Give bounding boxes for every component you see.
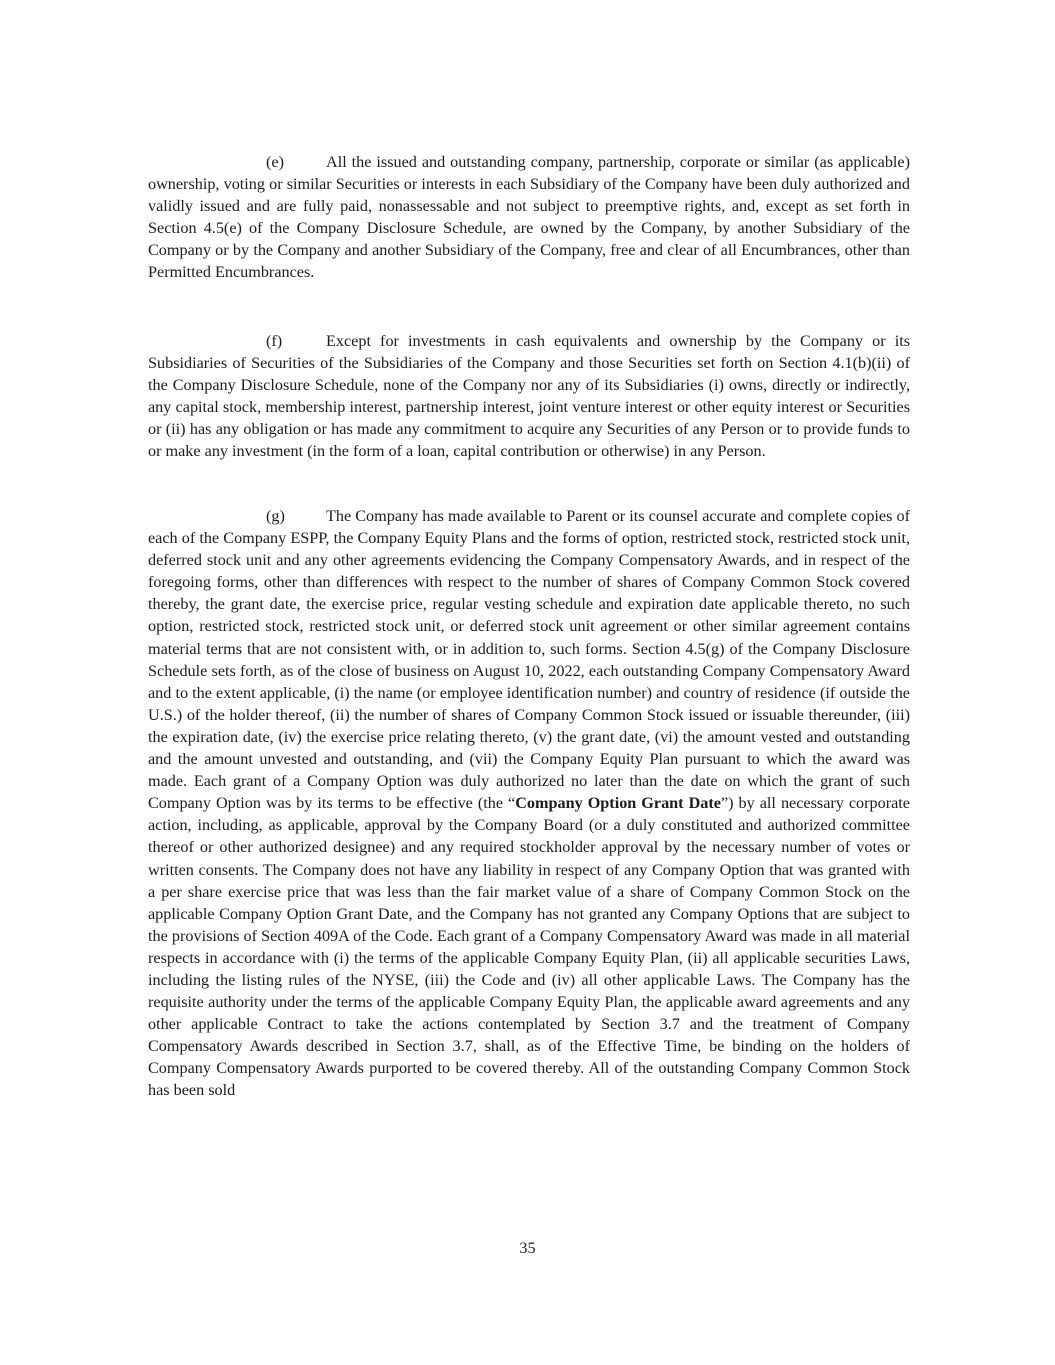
paragraph-label: (g) bbox=[266, 507, 285, 525]
page-number: 35 bbox=[519, 1239, 536, 1257]
paragraph-text: Except for investments in cash equivalents and ownership by the Company or its Subsidiaries of Securities of the Subsidiaries of the Company and those Securities set forth on Section 4.1(b)(ii) of the Company Disclosure Schedule, none of the Company nor any of its Subsidiaries (i) owns, directly or indirectly, any capital stock, membership interest, partnership interest, joint venture interest or other equity interest or Securities or (ii) has any obligation or has made any commitment to acquire any Securities of any Person or to provide funds to or make any investment (in the form of a loan, capital contribution or otherwise) in any Person. bbox=[148, 332, 910, 461]
defined-term: Company Option Grant Date bbox=[515, 794, 721, 813]
paragraph-f bbox=[148, 330, 910, 463]
paragraph-text: The Company has made available to Parent or its counsel accurate and complete copies of each of the Company ESPP, the Company Equity Plans and the forms of option, restricted stock, restricted stock unit, deferred stock unit and any other agreements evidencing the Company Compensatory Awards, and in respect of the foregoing forms, other than differences with respect to the number of shares of Company Common Stock covered thereby, the grant date, the exercise price, regular vesting schedule and expiration date applicable thereto, no such option, restricted stock, restricted stock unit, or deferred stock unit agreement or other similar agreement contains material terms that are not consistent with, or in addition to, such forms. Section 4.5(g) of the Company Disclosure Schedule sets forth, as of the close of business on August 10, 2022, each outstanding Company Compensatory Award and to the extent applicable, (i) the name (or employee identification number) and country of residence (if outside the U.S.) of the holder thereof, (ii) the number of shares of Company Common Stock issued or issuable thereunder, (iii) the expiration date, (iv) the exercise price relating thereto, (v) the grant date, (vi) the amount vested and outstanding and the amount unvested and outstanding, and (vii) the Company Equity Plan pursuant to which the award was made. Each grant of a Company Option was duly authorized no later than the date on which the grant of such Company Option was by its terms to be effective (the “ bbox=[148, 507, 910, 813]
paragraph-label: (f) bbox=[266, 332, 283, 350]
paragraph-label: (e) bbox=[266, 153, 284, 171]
paragraph-text-continued: ”) by all necessary corporate action, including, as applicable, approval by the Company Board (or a duly constituted and authorized committee thereof or other authorized designee) and any required stockholder approval by the necessary number of votes or written consents. The Company does not have any liability in respect of any Company Option that was granted with a per share exercise price that was less than the fair market value of a share of Company Common Stock on the applicable Company Option Grant Date, and the Company has not granted any Company Options that are subject to the provisions of Section 409A of the Code. Each grant of a Company Compensatory Award was made in all material respects in accordance with (i) the terms of the applicable Company Equity Plan, (ii) all applicable securities Laws, including the listing rules of the NYSE, (iii) the Code and (iv) all other applicable Laws. The Company has the requisite authority under the terms of the applicable Company Equity Plan, the applicable award agreements and any other applicable Contract to take the actions contemplated by Section 3.7 and the treatment of Company Compensatory Awards described in Section 3.7, shall, as of the Effective Time, be binding on the holders of Company Compensatory Awards purported to be covered thereby. All of the outstanding Company Common Stock has been sold bbox=[148, 794, 910, 1100]
paragraph-text: All the issued and outstanding company, partnership, corporate or similar (as applicable) ownership, voting or similar Securities or interests in each Subsidiary of the Company have been duly authorized and validly issued and are fully paid, nonassessable and not subject to preemptive rights, and, except as set forth in Section 4.5(e) of the Company Disclosure Schedule, are owned by the Company, by another Subsidiary of the Company or by the Company and another Subsidiary of the Company, free and clear of all Encumbrances, other than Permitted Encumbrances. bbox=[148, 153, 910, 282]
paragraph-e bbox=[148, 151, 910, 284]
paragraph-g bbox=[148, 505, 910, 1102]
